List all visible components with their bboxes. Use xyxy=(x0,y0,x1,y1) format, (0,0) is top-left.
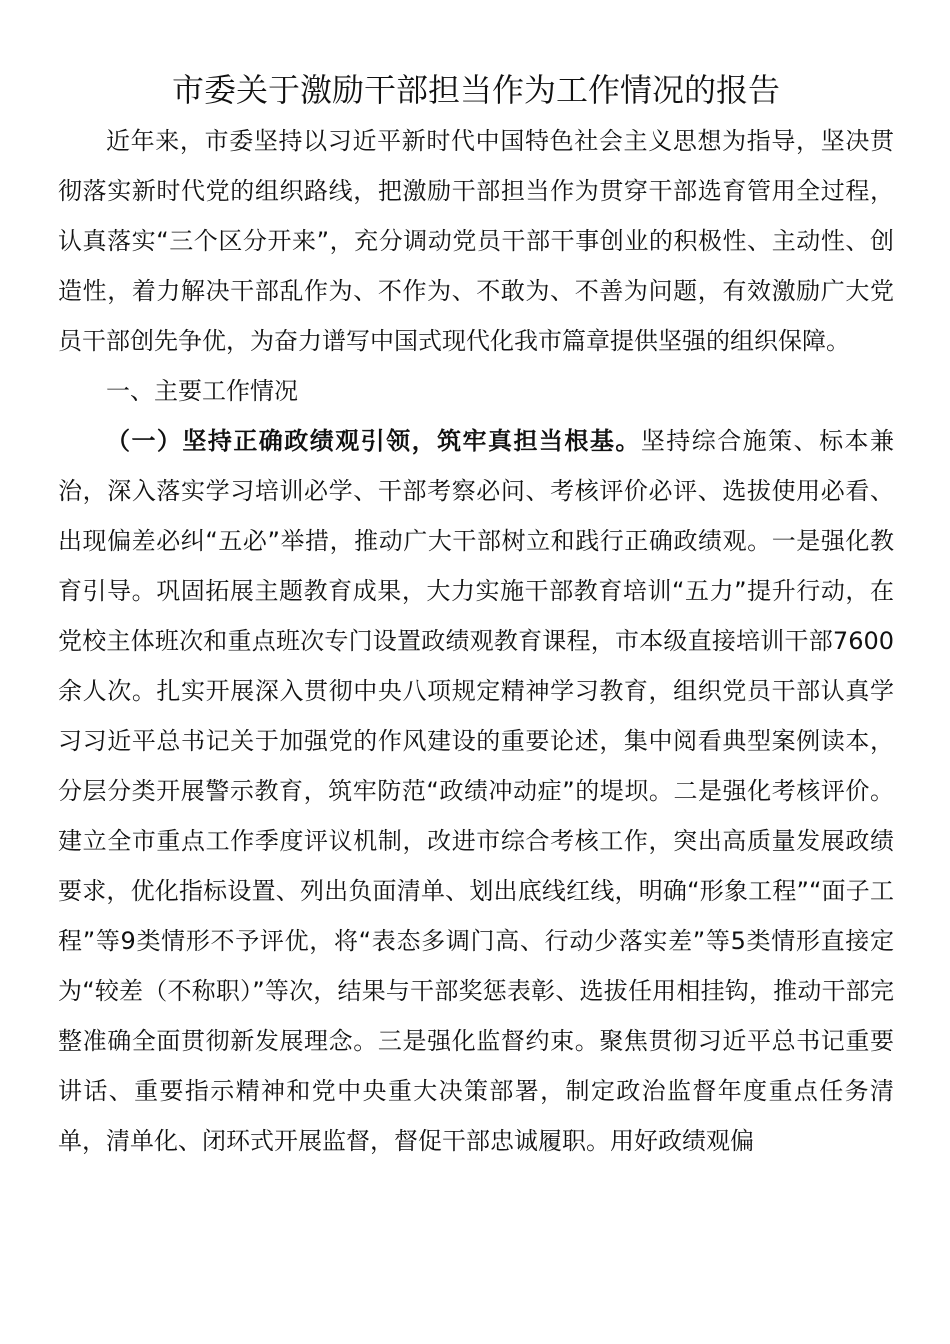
subsection-lead: （一）坚持正确政绩观引领，筑牢真担当根基。 xyxy=(106,427,641,455)
subsection-body: 坚持综合施策、标本兼治，深入落实学习培训必学、干部考察必问、考核评价必评、选拔使用必看、出现偏差必纠“五必”举措，推动广大干部树立和践行正确政绩观。一是强化教育引导。巩固拓展主题教育成果，大力实施干部教育培训“五力”提升行动，在党校主体班次和重点班次专门设置政绩观教育课程，市本级直接培训干部7600余人次。扎实开展深入贯彻中央八项规定精神学习教育，组织党员干部认真学习习近平总书记关于加强党的作风建设的重要论述，集中阅看典型案例读本，分层分类开展警示教育，筑牢防范“政绩冲动症”的堤坝。二是强化考核评价。建立全市重点工作季度评议机制，改进市综合考核工作，突出高质量发展政绩要求，优化指标设置、列出负面清单、划出底线红线，明确“形象工程”“面子工程”等9类情形不予评优，将“表态多调门高、行动少落实差”等5类情形直接定为“较差（不称职）”等次，结果与干部奖惩表彰、选拔任用相挂钩，推动干部完整准确全面贯彻新发展理念。三是强化监督约束。聚焦贯彻习近平总书记重要讲话、重要指示精神和党中央重大决策部署，制定政治监督年度重点任务清单，清单化、闭环式开展监督，督促干部忠诚履职。用好政绩观偏 xyxy=(58,427,895,1155)
document-title: 市委关于激励干部担当作为工作情况的报告 xyxy=(171,71,780,109)
document-page xyxy=(58,66,894,1166)
subsection-paragraph xyxy=(58,416,894,1166)
section-heading: 一、主要工作情况 xyxy=(106,377,298,405)
intro-paragraph: 近年来，市委坚持以习近平新时代中国特色社会主义思想为指导，坚决贯彻落实新时代党的组织路线，把激励干部担当作为贯穿干部选育管用全过程，认真落实“三个区分开来”，充分调动党员干部干事创业的积极性、主动性、创造性，着力解决干部乱作为、不作为、不敢为、不善为问题，有效激励广大党员干部创先争优，为奋力谱写中国式现代化我市篇章提供坚强的组织保障。 xyxy=(58,127,894,355)
